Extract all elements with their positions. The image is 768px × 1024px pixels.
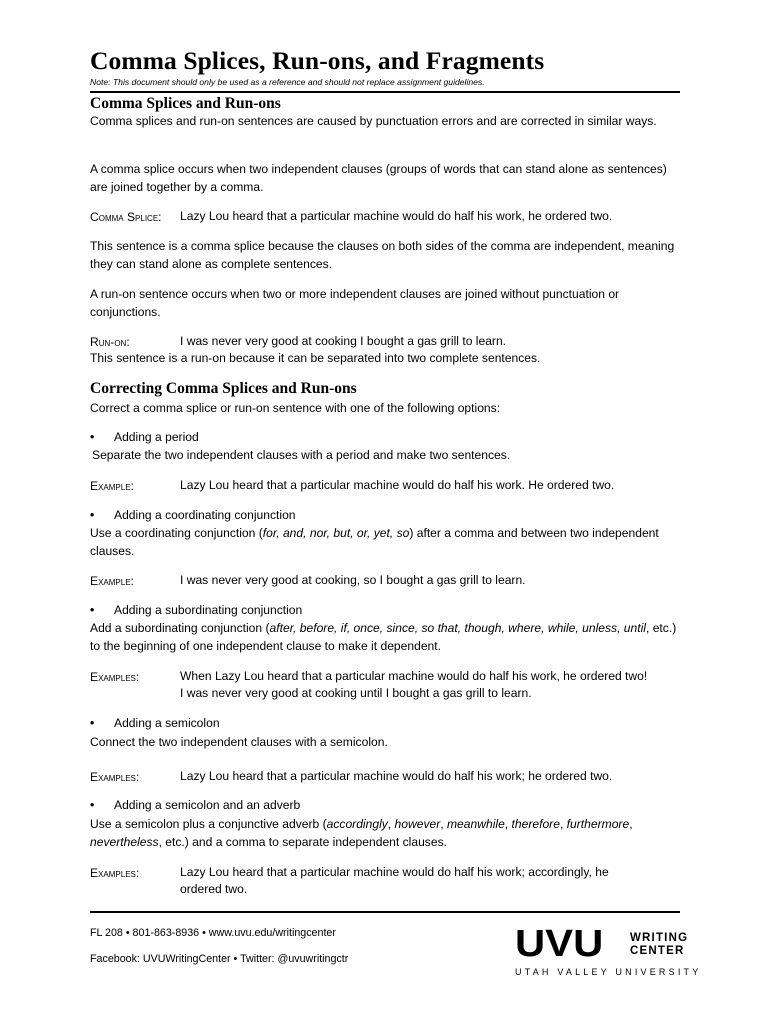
coordinating-example: I was never very good at cooking, so I bought a gas grill to learn. <box>180 573 526 587</box>
semicolon-example: Lazy Lou heard that a particular machine would do half his work; he ordered two. <box>180 769 613 783</box>
comma-splice-example: Lazy Lou heard that a particular machine would do half his work, he ordered two. <box>180 209 613 223</box>
coordinating-description: Use a coordinating conjunction (for, and, nor, but, or, yet, so) after a comma and between two independent clauses. <box>90 526 659 558</box>
subordinating-example-2: I was never very good at cooking until I bought a gas grill to learn. <box>180 686 532 700</box>
bullet-label: Adding a subordinating conjunction <box>114 603 303 617</box>
section1-intro: Comma splices and run-on sentences are caused by punctuation errors and are corrected in similar ways. <box>90 114 657 128</box>
bullet-marker: • <box>90 603 95 617</box>
header-divider <box>90 91 680 93</box>
footer-divider <box>90 911 680 913</box>
bullet-marker: • <box>90 508 95 522</box>
coordinating-example-label: Example: <box>90 574 134 588</box>
bullet-label: Adding a semicolon <box>114 716 220 730</box>
run-on-explanation: This sentence is a run-on because it can be separated into two complete sentences. <box>90 351 541 365</box>
semicolon-adverb-description: Use a semicolon plus a conjunctive adverb (accordingly, however, meanwhile, therefore, furthermore, nevertheless, etc.) and a comma to separate independent clauses. <box>90 817 633 849</box>
bullet-marker: • <box>90 798 95 812</box>
uvu-writing-center-logo <box>515 923 702 985</box>
semicolon-adverb-example-line2: ordered two. <box>180 882 248 896</box>
comma-splice-label: Comma Splice: <box>90 210 162 224</box>
section2-intro: Correct a comma splice or run-on sentence with one of the following options: <box>90 401 501 415</box>
run-on-label: Run-on: <box>90 335 130 349</box>
period-description: Separate the two independent clauses with a period and make two sentences. <box>92 448 511 462</box>
uvu-logo-mark: UVU <box>515 923 604 965</box>
semicolon-example-label: Examples: <box>90 770 140 784</box>
utah-valley-university-wordmark: UTAH VALLEY UNIVERSITY <box>515 967 702 977</box>
bullet-subordinating-conjunction <box>90 603 302 617</box>
bullet-marker: • <box>90 430 95 444</box>
bullet-label: Adding a semicolon and an adverb <box>114 798 301 812</box>
bullet-label: Adding a coordinating conjunction <box>114 508 296 522</box>
comma-splice-explanation: This sentence is a comma splice because the clauses on both sides of the comma are independent, meaning they can stand alone as complete sentences. <box>90 239 675 271</box>
bullet-marker: • <box>90 716 95 730</box>
section-heading-correcting: Correcting Comma Splices and Run-ons <box>90 380 357 397</box>
subordinating-example-1: When Lazy Lou heard that a particular machine would do half his work, he ordered two! <box>180 669 648 683</box>
run-on-definition: A run-on sentence occurs when two or more independent clauses are joined without punctuation or conjunctions. <box>90 287 620 319</box>
page-title: Comma Splices, Run-ons, and Fragments <box>90 46 545 75</box>
footer-contact: FL 208 • 801-863-8936 • www.uvu.edu/writingcenter <box>90 927 336 939</box>
subordinating-description: Add a subordinating conjunction (after, before, if, once, since, so that, though, where, while, unless, until, etc.) to the beginning of one independent clause to make it dependent. <box>90 621 677 653</box>
comma-splice-definition: A comma splice occurs when two independent clauses (groups of words that can stand alone as sentences) are joined together by a comma. <box>90 162 667 194</box>
subordinating-example-label: Examples: <box>90 670 140 684</box>
reference-note: Note: This document should only be used as a reference and should not replace assignment guidelines. <box>90 77 485 87</box>
semicolon-adverb-example-label: Examples: <box>90 866 140 880</box>
logo-writing: WRITING <box>630 932 689 944</box>
semicolon-description: Connect the two independent clauses with a semicolon. <box>90 735 388 749</box>
bullet-semicolon <box>90 716 220 730</box>
footer-social: Facebook: UVUWritingCenter • Twitter: @uvuwritingctr <box>90 953 349 965</box>
semicolon-adverb-example-line1: Lazy Lou heard that a particular machine would do half his work; accordingly, he <box>180 865 609 879</box>
writing-center-wordmark <box>630 932 688 958</box>
document-page <box>90 0 702 1024</box>
bullet-semicolon-adverb <box>90 798 300 812</box>
period-example-label: Example: <box>90 479 134 493</box>
period-example: Lazy Lou heard that a particular machine would do half his work. He ordered two. <box>180 478 615 492</box>
run-on-example: I was never very good at cooking I bought a gas grill to learn. <box>180 334 507 348</box>
bullet-label: Adding a period <box>114 430 199 444</box>
section-heading-comma-splices: Comma Splices and Run-ons <box>90 95 281 112</box>
logo-center: CENTER <box>630 945 685 957</box>
bullet-adding-period <box>90 430 199 444</box>
bullet-coordinating-conjunction <box>90 508 296 522</box>
